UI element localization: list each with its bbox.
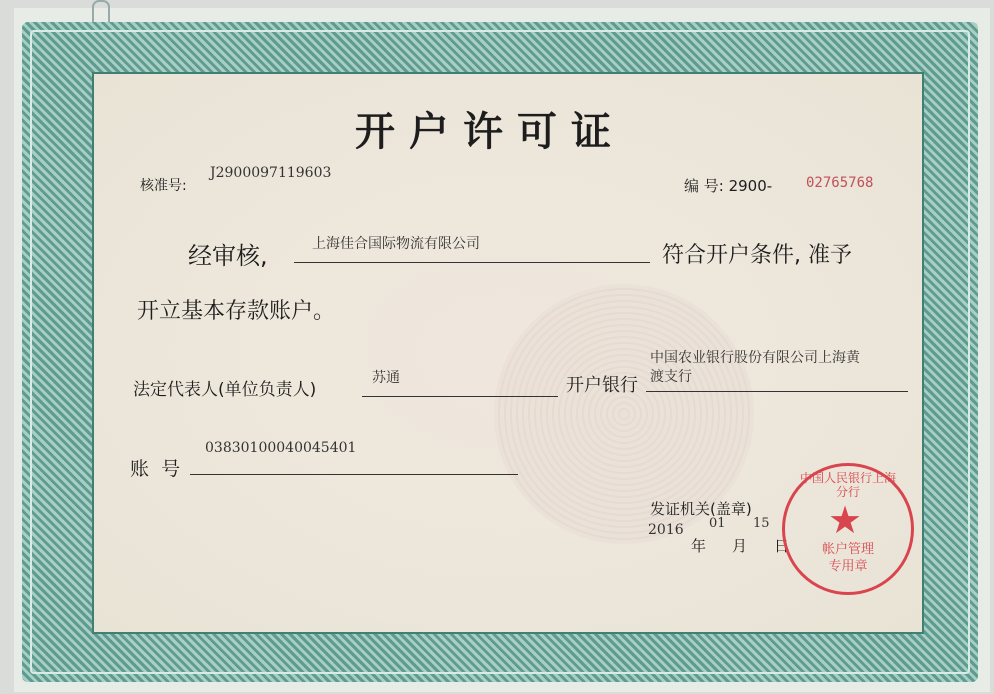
issue-day: 15 [753, 516, 770, 531]
day-label: 日 [774, 537, 790, 555]
company-name: 上海佳合国际物流有限公司 [312, 236, 480, 252]
body-prefix: 经审核, [188, 242, 268, 270]
bank-label: 开户银行 [566, 375, 638, 396]
legal-rep-label: 法定代表人(单位负责人) [133, 380, 317, 400]
company-underline [294, 262, 650, 263]
legal-rep-underline [362, 396, 558, 397]
approval-no-value: J2900097119603 [210, 165, 332, 181]
issue-year: 2016 [648, 522, 684, 538]
serial-no-value: 02765768 [806, 175, 874, 191]
approval-no-label: 核准号: [140, 178, 187, 194]
account-underline [190, 474, 518, 475]
account-value: 03830100040045401 [205, 440, 357, 456]
certificate-title: 开户许可证 [355, 109, 625, 155]
month-label: 月 [732, 537, 748, 555]
year-label: 年 [691, 537, 707, 555]
legal-rep-value: 苏通 [372, 370, 400, 386]
issuer-label: 发证机关(盖章) [650, 500, 752, 518]
serial-no-label: 编 号: 2900- [684, 177, 773, 195]
official-seal [782, 463, 914, 595]
bank-value-line1: 中国农业银行股份有限公司上海黄 [650, 350, 860, 366]
seal-top-text: 中国人民银行上海分行 [799, 471, 896, 499]
seal-line1: 帐户管理 [821, 542, 874, 557]
issue-month: 01 [709, 516, 726, 531]
seal-line2: 专用章 [828, 559, 868, 574]
bank-value-line2: 渡支行 [650, 369, 692, 385]
account-label: 账 号 [130, 458, 181, 480]
body-line2: 开立基本存款账户。 [137, 299, 336, 324]
star-icon: ★ [828, 498, 863, 542]
bank-underline [646, 391, 908, 392]
body-suffix: 符合开户条件, 准予 [662, 243, 852, 268]
